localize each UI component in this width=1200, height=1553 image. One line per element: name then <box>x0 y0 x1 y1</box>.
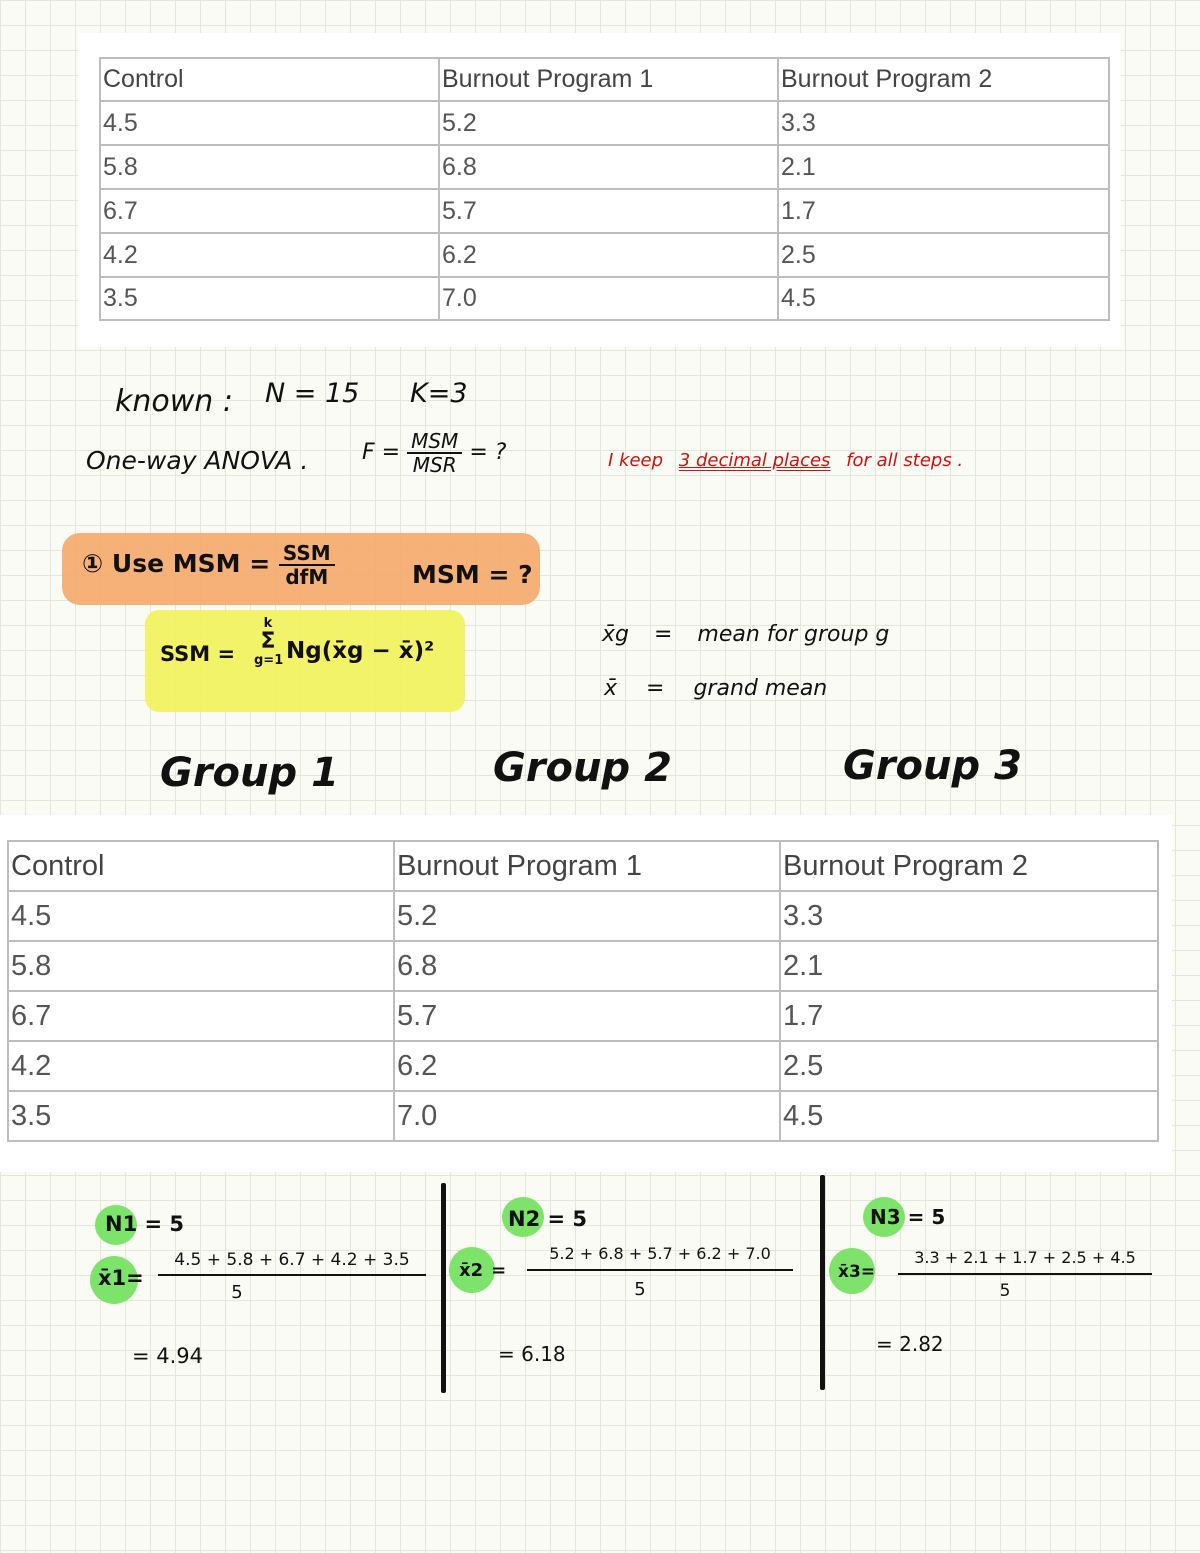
mean3-fraction <box>898 1248 1152 1301</box>
f-rhs: = ? <box>469 440 507 465</box>
table-cell: 1.7 <box>780 991 1158 1041</box>
table-cell: 5.2 <box>394 891 780 941</box>
mean2-denominator: 5 <box>634 1279 646 1300</box>
f-formula <box>362 430 506 476</box>
divider-1 <box>441 1183 446 1393</box>
f-numerator: MSM <box>407 430 462 454</box>
step1-use: Use MSM = <box>111 549 271 578</box>
n3-label: N3 <box>870 1205 901 1229</box>
def-symbol: x̄ <box>604 676 618 701</box>
table-cell: 3.3 <box>778 101 1109 145</box>
mean2-eq: = <box>491 1260 507 1281</box>
ssm-body: Ng(x̄g − x̄)² <box>286 638 435 664</box>
table-cell: 4.2 <box>100 233 439 277</box>
sigma-bottom: g=1 <box>254 653 284 668</box>
mean2-numerator: 5.2 + 6.8 + 5.7 + 6.2 + 7.0 <box>527 1244 793 1271</box>
n3-value: = 5 <box>907 1205 946 1229</box>
msm-denominator: dfM <box>285 565 329 589</box>
table-cell: 6.8 <box>394 941 780 991</box>
top-data-table <box>99 57 1110 321</box>
decimal-note <box>608 450 963 471</box>
n1-label: N1 <box>105 1212 138 1236</box>
table-cell: 1.7 <box>778 189 1109 233</box>
table-cell: 5.2 <box>439 101 778 145</box>
n2-value: = 5 <box>547 1207 588 1231</box>
table-cell: 7.0 <box>394 1091 780 1141</box>
header-control: Control <box>8 841 394 891</box>
mean1-denominator: 5 <box>231 1282 243 1303</box>
table-cell: 4.5 <box>780 1091 1158 1141</box>
table-row <box>100 101 1109 145</box>
mean1-result: = 4.94 <box>132 1344 204 1368</box>
n2-label: N2 <box>508 1207 541 1231</box>
table-cell: 4.5 <box>8 891 394 941</box>
mean3-symbol: x̄3 <box>838 1262 861 1282</box>
mean2-symbol: x̄2 <box>459 1260 484 1281</box>
sigma-symbol: Σ <box>260 629 276 654</box>
table-row <box>100 233 1109 277</box>
mean3-result: = 2.82 <box>876 1332 944 1356</box>
table-row <box>8 941 1158 991</box>
table-row <box>8 991 1158 1041</box>
table-cell: 2.5 <box>778 233 1109 277</box>
note-suffix: for all steps . <box>846 450 964 471</box>
mean1-fraction <box>158 1250 426 1303</box>
table-cell: 2.1 <box>780 941 1158 991</box>
ssm-lhs: SSM = <box>160 642 236 666</box>
n1-line <box>105 1212 184 1236</box>
f-fraction <box>407 430 462 476</box>
table-cell: 4.5 <box>778 277 1109 320</box>
def-eq: = <box>653 622 673 647</box>
table-cell: 5.7 <box>394 991 780 1041</box>
table-cell: 6.2 <box>439 233 778 277</box>
mean3-label <box>838 1262 875 1282</box>
table-cell: 2.1 <box>778 145 1109 189</box>
table-cell: 7.0 <box>439 277 778 320</box>
table-cell: 6.7 <box>8 991 394 1041</box>
table-row <box>8 1091 1158 1141</box>
table-row <box>100 189 1109 233</box>
table-header-row <box>100 58 1109 101</box>
mean1-eq: = <box>126 1266 144 1290</box>
def-eq: = <box>646 676 665 701</box>
mean2-result: = 6.18 <box>498 1342 566 1366</box>
table-row <box>8 1041 1158 1091</box>
def-symbol: x̄g <box>602 622 629 647</box>
n2-line <box>508 1207 587 1231</box>
msm-fraction <box>279 542 335 588</box>
table-cell: 6.2 <box>394 1041 780 1091</box>
table-cell: 5.8 <box>100 145 439 189</box>
sigma-block <box>254 616 282 668</box>
known-n: N = 15 <box>265 378 360 409</box>
header-control: Control <box>100 58 439 101</box>
mean3-denominator: 5 <box>999 1281 1011 1301</box>
table-cell: 6.7 <box>100 189 439 233</box>
known-label: known : <box>115 384 233 419</box>
mean2-label <box>459 1260 506 1281</box>
mean2-fraction <box>527 1244 793 1300</box>
note-emphasis: 3 decimal places <box>678 450 831 471</box>
divider-2 <box>820 1175 825 1390</box>
anova-label: One-way ANOVA . <box>86 446 309 475</box>
table-cell: 5.7 <box>439 189 778 233</box>
bottom-data-table <box>7 840 1159 1142</box>
f-denominator: MSR <box>412 453 457 477</box>
header-program-1: Burnout Program 1 <box>439 58 778 101</box>
table-cell: 3.3 <box>780 891 1158 941</box>
table-cell: 3.5 <box>8 1091 394 1141</box>
n1-value: = 5 <box>144 1212 185 1236</box>
table-row <box>100 145 1109 189</box>
table-cell: 2.5 <box>780 1041 1158 1091</box>
header-program-1: Burnout Program 1 <box>394 841 780 891</box>
group-label-3: Group 3 <box>843 743 1022 789</box>
definition-row <box>604 676 827 701</box>
note-prefix: I keep <box>608 450 664 471</box>
mean1-symbol: x̄1 <box>98 1266 127 1290</box>
def-text: mean for group g <box>697 622 890 647</box>
def-text: grand mean <box>693 676 828 701</box>
mean3-numerator: 3.3 + 2.1 + 1.7 + 2.5 + 4.5 <box>898 1248 1152 1275</box>
step1-number: ① <box>82 549 104 578</box>
msm-numerator: SSM <box>279 542 335 566</box>
definition-row <box>602 622 889 647</box>
step1-line <box>82 542 335 588</box>
table-row <box>8 891 1158 941</box>
header-program-2: Burnout Program 2 <box>778 58 1109 101</box>
n3-line <box>870 1205 945 1229</box>
sigma-top: k <box>263 616 273 631</box>
table-row <box>100 277 1109 320</box>
table-cell: 5.8 <box>8 941 394 991</box>
table-cell: 6.8 <box>439 145 778 189</box>
known-k: K=3 <box>410 378 468 409</box>
header-program-2: Burnout Program 2 <box>780 841 1158 891</box>
table-cell: 4.2 <box>8 1041 394 1091</box>
group-label-1: Group 1 <box>160 750 339 796</box>
msm-question: MSM = ? <box>412 560 533 589</box>
mean1-numerator: 4.5 + 5.8 + 6.7 + 4.2 + 3.5 <box>158 1250 426 1276</box>
table-cell: 3.5 <box>100 277 439 320</box>
table-header-row <box>8 841 1158 891</box>
f-lhs: F = <box>362 440 401 465</box>
mean3-eq: = <box>860 1262 876 1282</box>
table-cell: 4.5 <box>100 101 439 145</box>
group-label-2: Group 2 <box>493 745 672 791</box>
